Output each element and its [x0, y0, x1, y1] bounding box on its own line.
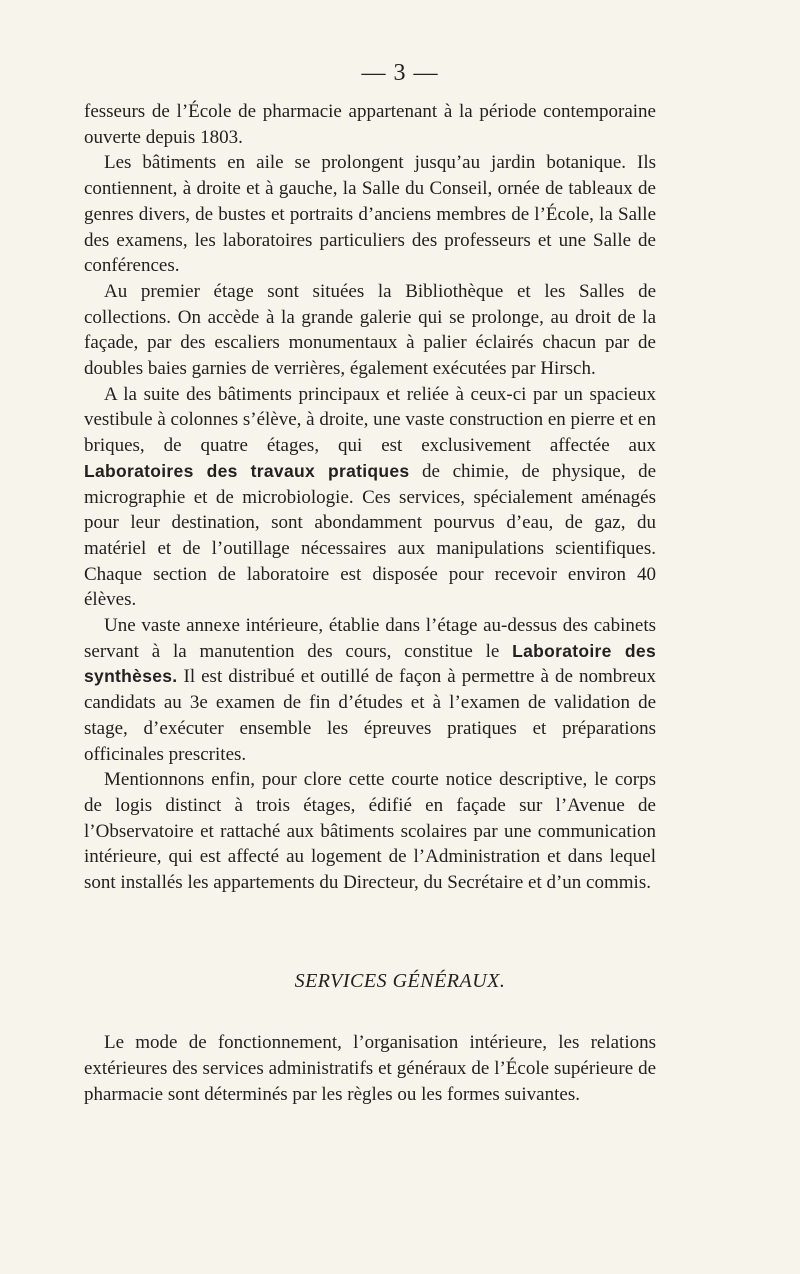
paragraph-4-text-b: de chimie, de physique, de micrographie et de microbiologie. Ces services, spécialement aménagés pour leur destination, sont abondamment pourvus d’eau, de gaz, du matériel et de l’outillage nécessaires aux manipulations scientifiques. Chaque section de laboratoire est disposée pour recevoir environ 40 élèves.	[84, 460, 656, 611]
paragraph-4	[84, 382, 656, 613]
paragraph-5	[84, 613, 656, 767]
laboratoire-syntheses-term: Laboratoire des synthèses.	[84, 640, 656, 687]
section-heading: SERVICES GÉNÉRAUX.	[294, 970, 506, 992]
section-paragraph: Le mode de fonctionnement, l’organisation intérieure, les relations extérieures des services administratifs et généraux de l’École supérieure de pharmacie sont déterminés par les règles ou les formes suivantes.	[84, 1032, 656, 1105]
paragraph-4-text-a: A la suite des bâtiments principaux et reliée à ceux-ci par un spacieux vestibule à colonnes s’élève, à droite, une vaste construction en pierre et en briques, de quatre étages, qui est exclusivement affectée aux	[84, 383, 656, 457]
paragraph-3: Au premier étage sont situées la Bibliothèque et les Salles de collections. On accède à la grande galerie qui se prolonge, au droit de la façade, par des escaliers monumentaux à palier éclairés chacun par de doubles baies garnies de verrières, également exécutées par Hirsch.	[84, 280, 656, 380]
page-number: — 3 —	[361, 60, 439, 86]
paragraph-2: Les bâtiments en aile se prolongent jusqu’au jardin botanique. Ils contiennent, à droite et à gauche, la Salle du Conseil, ornée de tableaux de genres divers, de bustes et portraits d’anciens membres de l’École, la Salle des examens, les laboratoires particuliers des professeurs et une Salle de conférences.	[84, 152, 656, 277]
laboratoires-travaux-pratiques-term: Laboratoires des travaux pratiques	[84, 460, 410, 481]
paragraph-5-text-b: Il est distribué et outillé de façon à permettre à de nombreux candidats au 3e examen de fin d’études et à l’examen de validation de stage, d’exécuter ensemble les épreuves pratiques et préparations officinales prescrites.	[84, 666, 656, 765]
section-body	[84, 1030, 656, 1108]
paragraph-6: Mentionnons enfin, pour clore cette courte notice descriptive, le corps de logis distinct à trois étages, édifié en façade sur l’Avenue de l’Observatoire et rattaché aux bâtiments scolaires par une communication intérieure, qui est affecté au logement de l’Administration et dans lequel sont installés les appartements du Directeur, du Secrétaire et d’un commis.	[84, 769, 656, 894]
body-text	[84, 99, 656, 896]
paragraph-1: fesseurs de l’École de pharmacie appartenant à la période contemporaine ouverte depuis 1803.	[84, 101, 656, 148]
paragraph-5-text-a: Une vaste annexe intérieure, établie dans l’étage au-dessus des cabinets servant à la manutention des cours, constitue le	[84, 615, 656, 662]
